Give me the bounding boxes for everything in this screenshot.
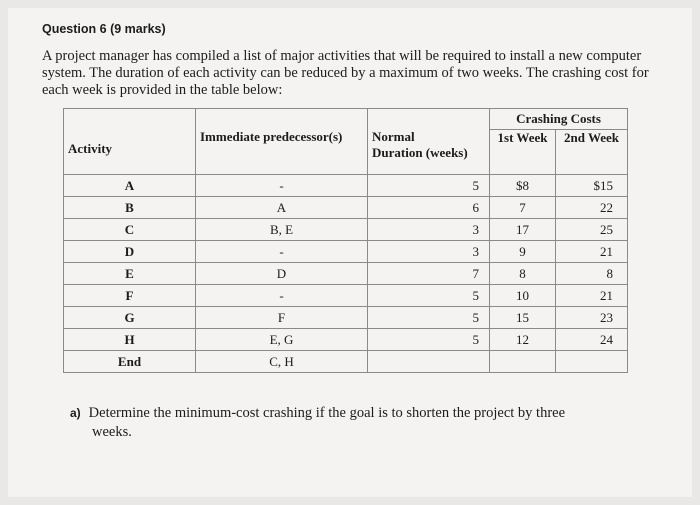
cell-week2: 8 [556,263,628,285]
cell-activity: H [64,329,196,351]
cell-duration: 3 [368,241,490,263]
cell-week2: 21 [556,241,628,263]
cell-predecessor: A [196,197,368,219]
cell-predecessor: - [196,175,368,197]
cell-week2: 24 [556,329,628,351]
cell-activity: End [64,351,196,373]
cell-week2: 23 [556,307,628,329]
table-row [64,219,628,241]
cell-week1: 15 [490,307,556,329]
cell-predecessor: E, G [196,329,368,351]
part-a-label: a) [70,406,81,420]
cell-duration: 3 [368,219,490,241]
header-predecessor: Immediate predecessor(s) [196,109,368,175]
table-row [64,285,628,307]
part-a [70,404,630,442]
cell-duration: 6 [368,197,490,219]
table-row [64,241,628,263]
cell-predecessor: B, E [196,219,368,241]
document-page [8,8,692,497]
cell-activity: A [64,175,196,197]
header-week1: 1st Week [490,130,556,175]
header-normal-duration [368,109,490,175]
cell-week2 [556,351,628,373]
cell-predecessor: D [196,263,368,285]
cell-week1: 9 [490,241,556,263]
cell-week1: $8 [490,175,556,197]
part-a-line2: weeks. [92,424,132,440]
part-a-line1: Determine the minimum-cost crashing if the goal is to shorten the project by three [88,405,566,421]
cell-predecessor: - [196,285,368,307]
header-activity: Activity [64,109,196,175]
header-normal-line2: Duration (weeks) [372,145,468,160]
cell-week2: $15 [556,175,628,197]
cell-duration: 5 [368,175,490,197]
activity-table [63,108,628,373]
cell-week1: 17 [490,219,556,241]
cell-week1: 8 [490,263,556,285]
cell-duration: 5 [368,285,490,307]
cell-week1: 7 [490,197,556,219]
cell-activity: F [64,285,196,307]
cell-activity: B [64,197,196,219]
header-crashing-costs: Crashing Costs [490,109,628,130]
question-intro: A project manager has compiled a list of major activities that will be required to install a new computer system. The duration of each activity can be reduced by a maximum of two weeks. The crashing cost for each week is provided in the table below: [42,48,649,98]
cell-duration: 5 [368,329,490,351]
cell-week2: 21 [556,285,628,307]
cell-week1: 10 [490,285,556,307]
cell-week1 [490,351,556,373]
cell-week2: 22 [556,197,628,219]
cell-predecessor: C, H [196,351,368,373]
table-row [64,175,628,197]
cell-duration [368,351,490,373]
cell-predecessor: F [196,307,368,329]
table-row [64,351,628,373]
cell-week2: 25 [556,219,628,241]
table-row [64,197,628,219]
cell-predecessor: - [196,241,368,263]
table-row [64,263,628,285]
cell-duration: 5 [368,307,490,329]
question-title: Question 6 (9 marks) [42,22,166,36]
header-normal-line1: Normal [372,129,415,144]
cell-duration: 7 [368,263,490,285]
cell-activity: C [64,219,196,241]
cell-activity: E [64,263,196,285]
cell-activity: G [64,307,196,329]
table-row [64,329,628,351]
table-row [64,307,628,329]
cell-week1: 12 [490,329,556,351]
header-week2: 2nd Week [556,130,628,175]
cell-activity: D [64,241,196,263]
